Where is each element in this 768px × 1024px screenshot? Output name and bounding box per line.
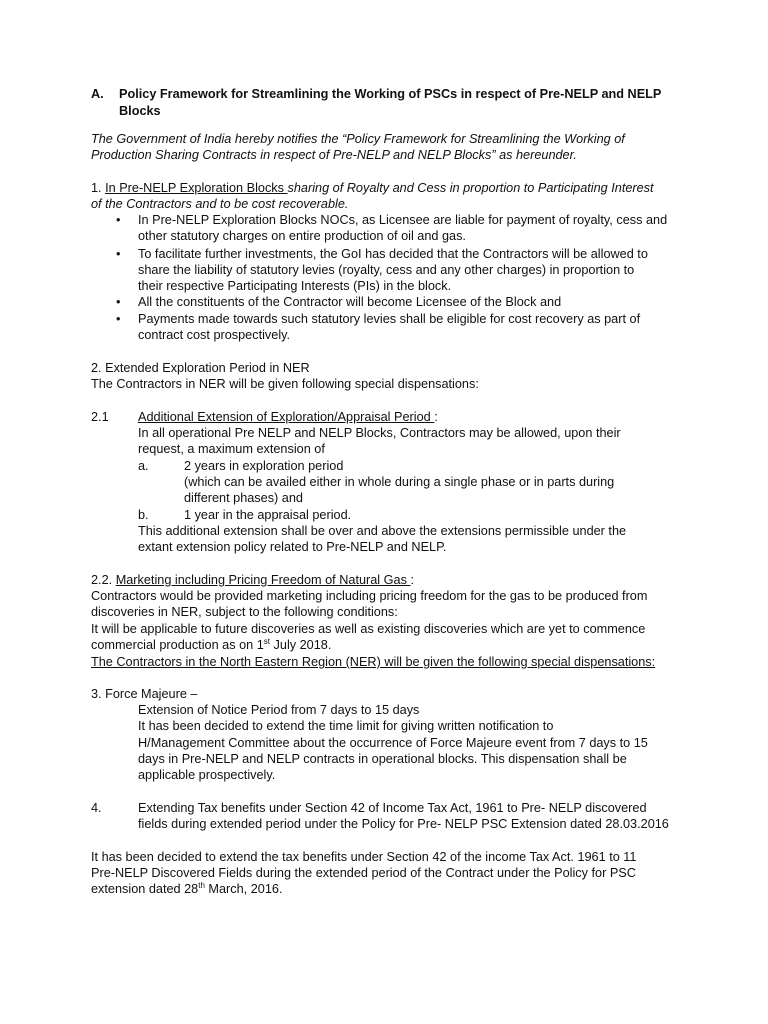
bullet-1-line-2: other statutory charges on entire production of oil and gas. — [138, 229, 466, 243]
section-2-1-title: Additional Extension of Exploration/Appraisal Period — [138, 410, 435, 424]
section-2-1-heading — [138, 409, 438, 425]
line-4-date: July 2018. — [270, 638, 332, 652]
section-2-1-colon: : — [434, 410, 438, 424]
section-1-heading — [91, 180, 654, 196]
final-line-1: It has been decided to extend the tax benefits under Section 42 of the income Tax Act. 1961 to 11 — [91, 850, 637, 864]
heading-line-1: Policy Framework for Streamlining the Working of PSCs in respect of Pre-NELP and NELP — [119, 87, 662, 101]
section-3-line-6: applicable prospectively. — [138, 768, 276, 782]
section-2-1-line-3: This additional extension shall be over and above the extensions permissible under the — [138, 524, 627, 538]
intro-line-2: Production Sharing Contracts in respect of Pre-NELP and NELP Blocks” as hereunder. — [91, 148, 577, 162]
bullet-2-line-2: share the liability of statutory levies (royalty, cess and any other charges) in proportion to — [138, 263, 635, 277]
bullet-icon: • — [116, 295, 121, 309]
section-2-2-title: Marketing including Pricing Freedom of Natural Gas — [115, 573, 411, 587]
bullet-3-line-1: All the constituents of the Contractor will become Licensee of the Block and — [138, 295, 562, 309]
section-2-line-2: The Contractors in NER will be given following special dispensations: — [91, 377, 479, 391]
ordinal-suffix: th — [198, 880, 205, 890]
section-4-number: 4. — [91, 801, 102, 815]
final-line-3 — [91, 881, 282, 897]
section-2-2-line-4 — [91, 637, 331, 653]
bullet-1-line-1: In Pre-NELP Exploration Blocks NOCs, as Licensee are liable for payment of royalty, cess and — [138, 213, 668, 227]
section-2-2-line-1: Contractors would be provided marketing including pricing freedom for the gas to be produced from — [91, 589, 648, 603]
section-1-line-2: of the Contractors and to be cost recoverable. — [91, 197, 349, 211]
section-2-2-line-5: The Contractors in the North Eastern Region (NER) will be given the following special dispensations: — [91, 655, 656, 669]
section-2-1-line-1: In all operational Pre NELP and NELP Blocks, Contractors may be allowed, upon their — [138, 426, 621, 440]
section-4-line-1: Extending Tax benefits under Section 42 of Income Tax Act, 1961 to Pre- NELP discovered — [138, 801, 647, 815]
item-a-marker: a. — [138, 459, 149, 473]
section-4-line-2: fields during extended period under the Policy for Pre- NELP PSC Extension dated 28.03.2016 — [138, 817, 669, 831]
item-b-text: 1 year in the appraisal period. — [184, 508, 352, 522]
section-2-2-line-3: It will be applicable to future discoveries as well as existing discoveries which are yet to commence — [91, 622, 646, 636]
section-2-2-number: 2.2. — [91, 573, 116, 587]
bullet-4-line-1: Payments made towards such statutory levies shall be eligible for cost recovery as part of — [138, 312, 641, 326]
heading-line-2: Blocks — [119, 104, 161, 118]
bullet-icon: • — [116, 247, 121, 261]
final-line-3-date: March, 2016. — [204, 882, 283, 896]
bullet-icon: • — [116, 312, 121, 326]
section-2-1-number: 2.1 — [91, 410, 109, 424]
heading-marker: A. — [91, 87, 104, 101]
ordinal-suffix: st — [263, 636, 271, 646]
item-a-sub-2: different phases) and — [184, 491, 303, 505]
section-2-2-heading — [91, 572, 414, 588]
section-3-line-3: It has been decided to extend the time limit for giving written notification to — [138, 719, 554, 733]
bullet-4-line-2: contract cost prospectively. — [138, 328, 291, 342]
bullet-2-line-3: their respective Participating Interests (PIs) in the block. — [138, 279, 452, 293]
section-3-line-5: days in Pre-NELP and NELP contracts in operational blocks. This dispensation shall be — [138, 752, 627, 766]
bullet-2-line-1: To facilitate further investments, the GoI has decided that the Contractors will be allowed to — [138, 247, 648, 261]
section-1-title-rest: sharing of Royalty and Cess in proportion to Participating Interest — [287, 181, 654, 195]
item-b-marker: b. — [138, 508, 149, 522]
bullet-icon: • — [116, 213, 121, 227]
section-3-heading: 3. Force Majeure – — [91, 687, 198, 701]
section-3-line-4: H/Management Committee about the occurrence of Force Majeure event from 7 days to 15 — [138, 736, 648, 750]
item-a-sub-1: (which can be availed either in whole during a single phase or in parts during — [184, 475, 615, 489]
intro-line-1: The Government of India hereby notifies the “Policy Framework for Streamlining the Working of — [91, 132, 625, 146]
item-a-text: 2 years in exploration period — [184, 459, 344, 473]
section-2-2-line-2: discoveries in NER, subject to the following conditions: — [91, 605, 398, 619]
section-1-title: In Pre-NELP Exploration Blocks — [105, 181, 288, 195]
section-2-1-line-4: extant extension policy related to Pre-NELP and NELP. — [138, 540, 447, 554]
section-1-number: 1. — [91, 181, 106, 195]
final-line-2: Pre-NELP Discovered Fields during the extended period of the Contract under the Policy for PSC — [91, 866, 636, 880]
section-2-heading: 2. Extended Exploration Period in NER — [91, 361, 310, 375]
final-line-3-text: extension dated 28 — [91, 882, 199, 896]
section-2-1-line-2: request, a maximum extension of — [138, 442, 325, 456]
line-4-text: commercial production as on 1 — [91, 638, 264, 652]
section-2-2-colon: : — [410, 573, 414, 587]
section-3-line-2: Extension of Notice Period from 7 days to 15 days — [138, 703, 420, 717]
